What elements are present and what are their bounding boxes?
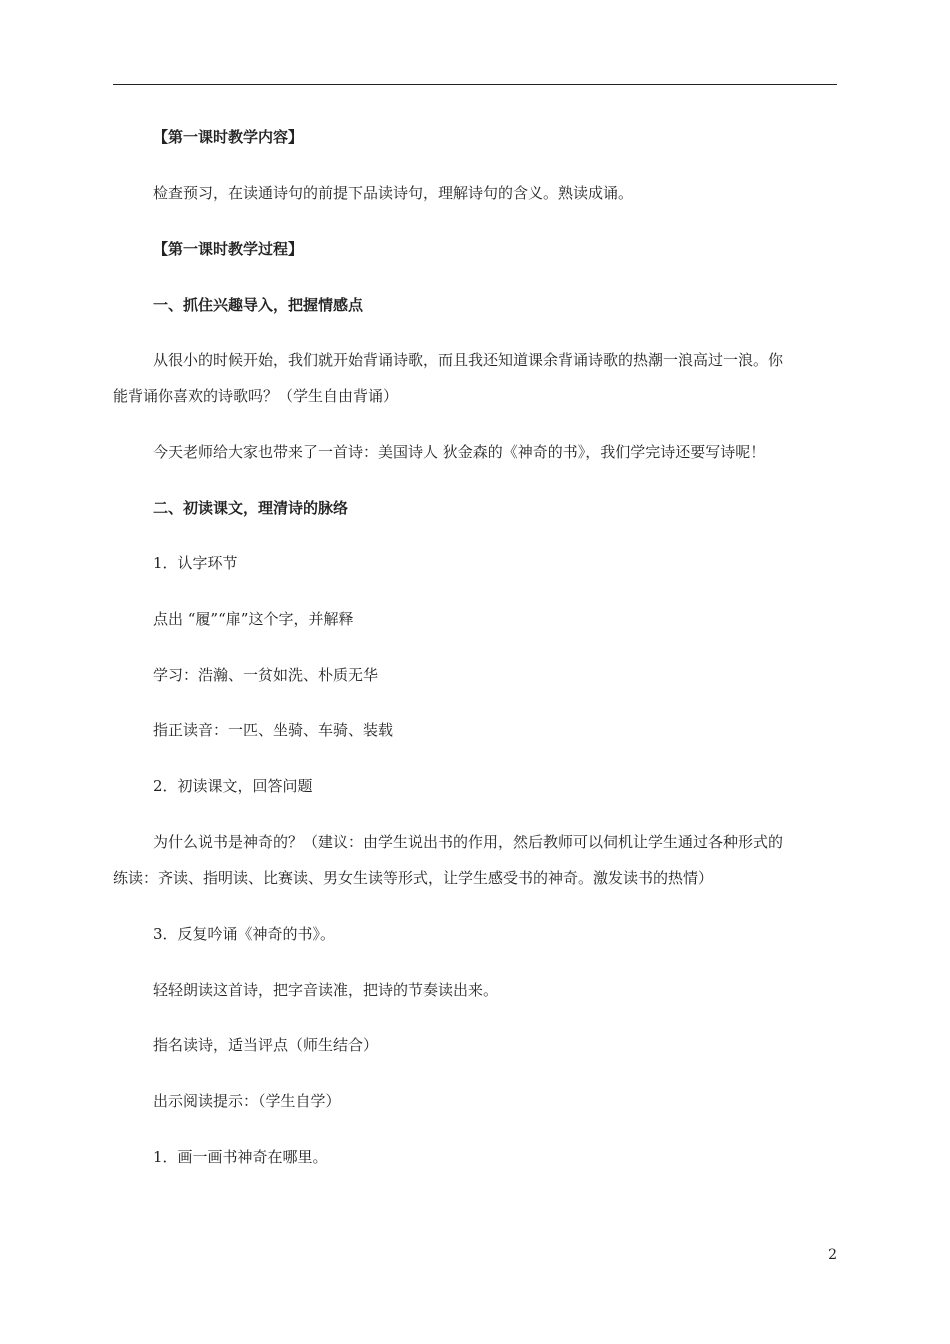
paragraph: 从很小的时候开始，我们就开始背诵诗歌，而且我还知道课余背诵诗歌的热潮一浪高过一浪。你 (153, 351, 784, 369)
list-item: 1．认字环节 (153, 554, 238, 572)
section-heading-lesson-process: 【第一课时教学过程】 (153, 240, 304, 258)
list-item: 1．画一画书神奇在哪里。 (153, 1148, 328, 1166)
section-heading-lesson-content: 【第一课时教学内容】 (153, 128, 304, 146)
paragraph-continuation: 练读：齐读、指明读、比赛读、男女生读等形式，让学生感受书的神奇。激发读书的热情） (113, 869, 714, 887)
paragraph: 出示阅读提示：（学生自学） (153, 1092, 341, 1110)
paragraph: 学习：浩瀚、一贫如洗、朴质无华 (153, 666, 379, 684)
list-item: 2．初读课文，回答问题 (153, 777, 313, 795)
paragraph: 今天老师给大家也带来了一首诗：美国诗人 狄金森的《神奇的书》，我们学完诗还要写诗呢！ (153, 443, 766, 461)
list-item: 3．反复吟诵《神奇的书》。 (153, 925, 336, 943)
paragraph: 点出 “履”“扉”这个字，并解释 (153, 610, 354, 628)
paragraph: 指正读音：一匹、坐骑、车骑、装载 (153, 721, 394, 739)
header-rule (113, 84, 837, 85)
paragraph: 指名读诗，适当评点（师生结合） (153, 1036, 379, 1054)
page-number: 2 (828, 1247, 837, 1263)
paragraph: 为什么说书是神奇的？（建议：由学生说出书的作用，然后教师可以伺机让学生通过各种形式的 (153, 833, 784, 851)
subheading-part-two: 二、初读课文，理清诗的脉络 (153, 499, 349, 517)
paragraph: 轻轻朗读这首诗，把字音读准，把诗的节奏读出来。 (153, 981, 499, 999)
subheading-part-one: 一、抓住兴趣导入，把握情感点 (153, 296, 364, 314)
paragraph: 检查预习，在读通诗句的前提下品读诗句，理解诗句的含义。熟读成诵。 (153, 184, 634, 202)
paragraph-continuation: 能背诵你喜欢的诗歌吗？（学生自由背诵） (113, 387, 399, 405)
